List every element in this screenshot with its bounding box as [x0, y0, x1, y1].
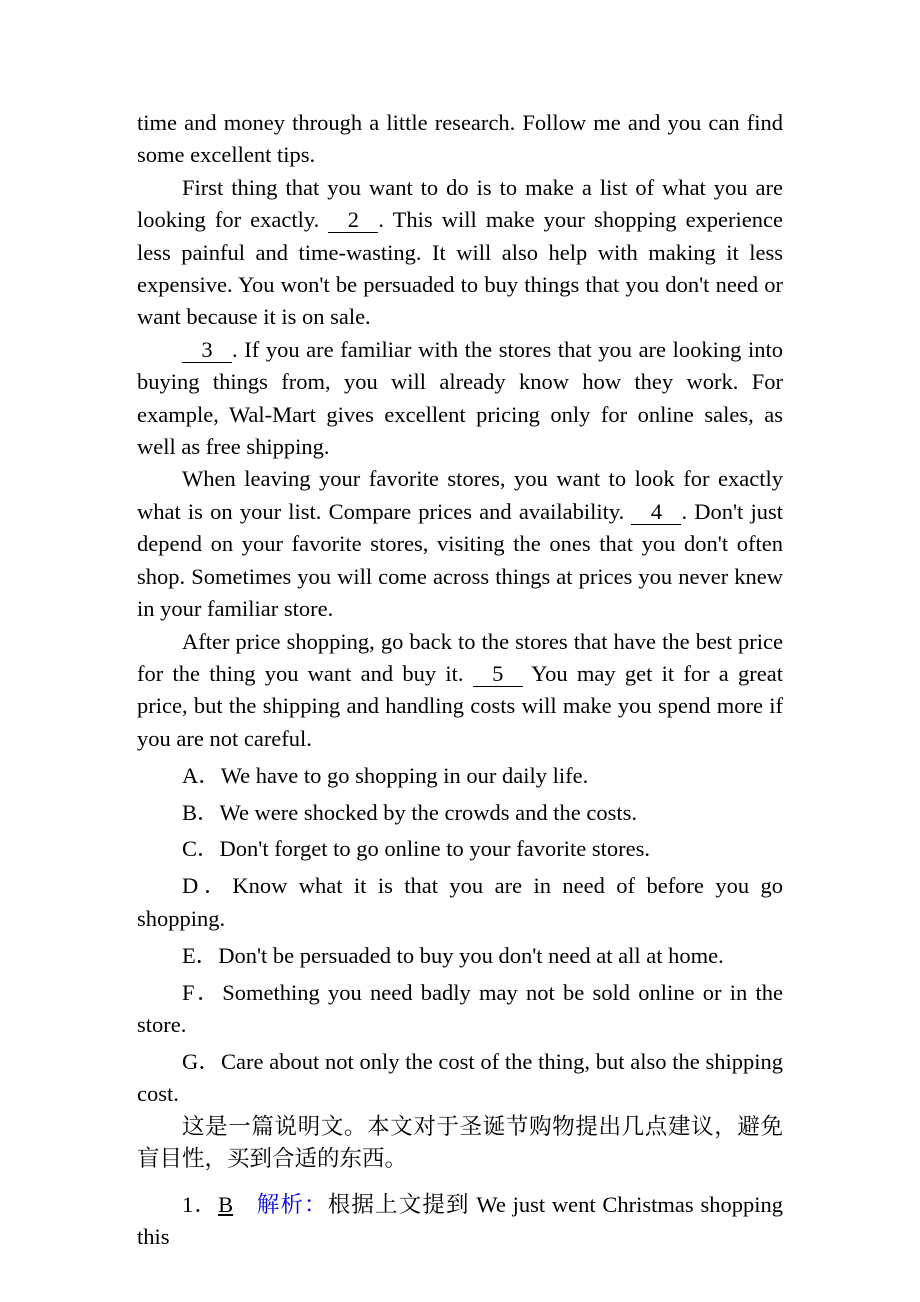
option-text-G: Care about not only the cost of the thing, but also the shipping cost. — [137, 1048, 784, 1107]
option-E — [137, 940, 783, 972]
body-paragraph-2 — [137, 172, 783, 334]
analysis-label: 解析： — [255, 1191, 328, 1217]
option-label-B: B． — [182, 799, 220, 825]
text-run: You may get it for a great price, but the shipping and handling costs will make you spend more if you are not careful. — [137, 660, 783, 751]
option-label-G: G． — [182, 1048, 221, 1074]
option-label-D: D． — [182, 873, 233, 899]
option-label-A: A． — [182, 762, 221, 788]
option-D — [137, 870, 783, 935]
option-label-F: F． — [182, 979, 223, 1005]
analysis-intro — [137, 1111, 783, 1176]
text-run: First thing that you want to do is to make a list of what you are looking for exactly. — [137, 174, 783, 233]
option-label-E: E． — [182, 942, 219, 968]
option-text-F: Something you need badly may not be sold online or in the store. — [137, 979, 784, 1037]
body-paragraph-1 — [137, 107, 783, 172]
blank-5: 5 — [473, 662, 523, 687]
option-B — [137, 797, 783, 829]
analysis-text: 根据上文提到 We just went Christmas shopping this — [137, 1191, 783, 1249]
blank-3: 3 — [182, 338, 232, 363]
body-paragraph-3 — [137, 334, 783, 464]
option-text-B: We were shocked by the crowds and the costs. — [219, 799, 637, 825]
body-paragraph-4 — [137, 463, 783, 625]
answer-gap — [233, 1192, 256, 1217]
answer-number: 1． — [182, 1191, 219, 1217]
answer-letter: B — [218, 1191, 234, 1217]
text-run: 这是一篇说明文。本文对于圣诞节购物提出几点建议，避免盲目性，买到合适的东西。 — [137, 1113, 783, 1172]
option-label-C: C． — [182, 836, 220, 862]
option-F — [137, 977, 783, 1042]
option-text-C: Don't forget to go online to your favorite stores. — [219, 836, 650, 862]
blank-2: 2 — [328, 208, 378, 233]
option-G — [137, 1046, 783, 1111]
text-run: . Don't just depend on your favorite stores, visiting the ones that you don't often shop. Sometimes you will come across things at prices you never knew in your familiar store. — [137, 498, 784, 622]
option-text-D: Know what it is that you are in need of before you go shopping. — [137, 873, 784, 931]
text-run: . This will make your shopping experience less painful and time-wasting. It will also help with making it less expensive. You won't be persuaded to buy things that you don't need or want because it is on sale. — [137, 207, 783, 330]
blank-4: 4 — [631, 500, 681, 525]
body-paragraph-5 — [137, 626, 783, 756]
option-C — [137, 833, 783, 865]
answer-line-1 — [137, 1189, 783, 1254]
option-A — [137, 760, 783, 792]
option-text-E: Don't be persuaded to buy you don't need at all at home. — [218, 942, 724, 968]
document-content — [137, 107, 783, 1253]
option-text-A: We have to go shopping in our daily life. — [220, 762, 589, 788]
text-run: When leaving your favorite stores, you want to look for exactly what is on your list. Compare prices and availability. — [137, 466, 783, 524]
text-run: time and money through a little research. Follow me and you can find some excellent tips. — [137, 110, 783, 168]
text-run: After price shopping, go back to the stores that have the best price for the thing you want and buy it. — [137, 628, 783, 686]
text-run: . If you are familiar with the stores that you are looking into buying things from, you will already know how they work. For example, Wal-Mart gives excellent pricing only for online sales, as well as free shipping. — [137, 336, 783, 460]
